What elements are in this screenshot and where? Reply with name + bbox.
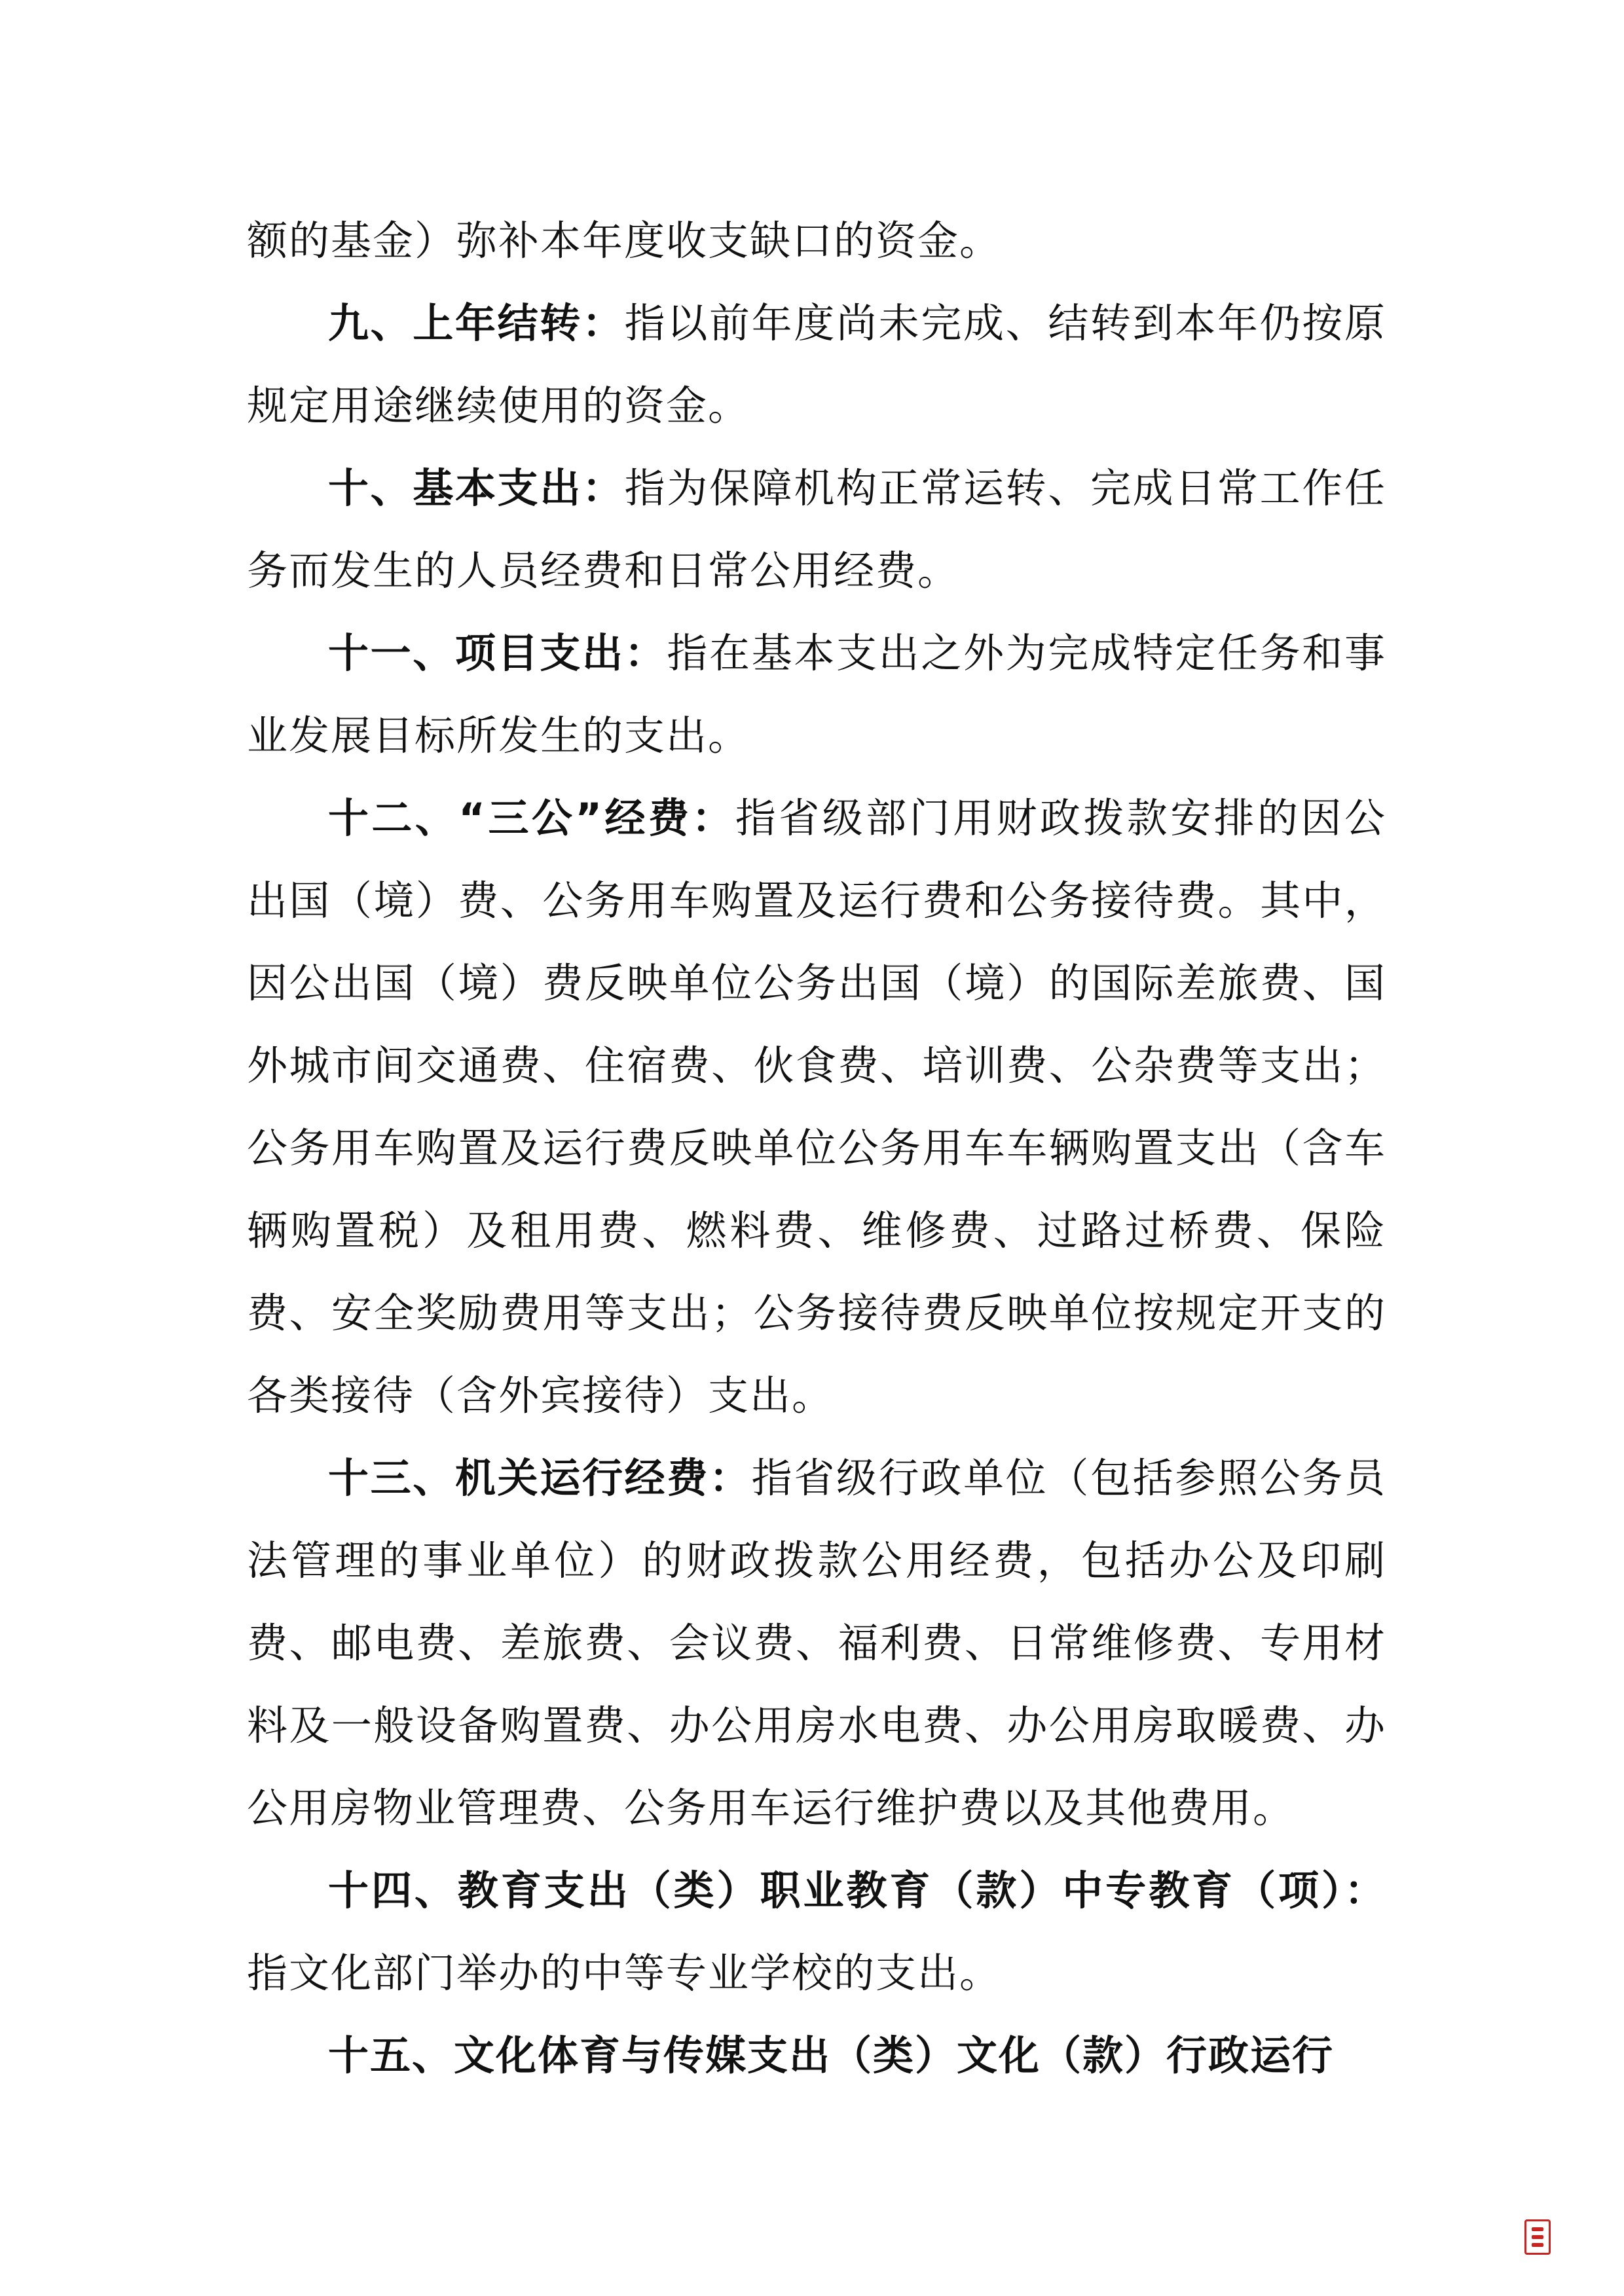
paragraph-heading: 十一、项目支出： [328,629,667,677]
paragraph-text: 指以前年度尚未完成、结转到本年仍按原规定用途继续使用的资金。 [247,299,1386,429]
paragraph-heading: 九、上年结转： [328,299,625,347]
paragraph-continuation [247,200,1386,282]
paragraph-heading: 十四、教育支出（类）职业教育（款）中专教育（项）： [328,1867,1386,1914]
paragraph-heading: 十三、机关运行经费： [328,1454,752,1502]
seal-mark [1532,2243,1543,2247]
paragraph-education-expenditure [247,1850,1386,2014]
paragraph-text: 指文化部门举办的中等专业学校的支出。 [247,1949,1002,1997]
paragraph-three-public-expenses [247,777,1386,1437]
paragraph-agency-operating-costs [247,1437,1386,1850]
document-body [247,200,1386,2097]
paragraph-text: 指为保障机构正常运转、完成日常工作任务而发生的人员经费和日常公用经费。 [247,464,1386,594]
paragraph-heading: 十、基本支出： [328,464,625,512]
paragraph-text: 额的基金）弥补本年度收支缺口的资金。 [247,217,1002,264]
paragraph-text: 指省级行政单位（包括参照公务员法管理的事业单位）的财政拨款公用经费，包括办公及印刷费、邮电费、差旅费、会议费、福利费、日常维修费、专用材料及一般设备购置费、办公用房水电费、办公用房取暖费、办公用房物业管理费、公务用车运行维护费以及其他费用。 [247,1454,1386,1832]
paragraph-project-expenditure [247,612,1386,777]
paragraph-text: 指在基本支出之外为完成特定任务和事业发展目标所发生的支出。 [247,629,1386,759]
paragraph-culture-expenditure [247,2014,1386,2097]
paragraph-basic-expenditure [247,447,1386,612]
seal-mark [1532,2227,1543,2231]
red-seal-icon [1524,2219,1551,2255]
paragraph-text: 指省级部门用财政拨款安排的因公出国（境）费、公务用车购置及运行费和公务接待费。其中，因公出国（境）费反映单位公务出国（境）的国际差旅费、国外城市间交通费、住宿费、伙食费、培训费、公杂费等支出；公务用车购置及运行费反映单位公务用车车辆购置支出（含车辆购置税）及租用费、燃料费、维修费、过路过桥费、保险费、安全奖励费用等支出；公务接待费反映单位按规定开支的各类接待（含外宾接待）支出。 [247,794,1386,1419]
paragraph-heading: 十二、“三公”经费： [328,794,735,842]
paragraph-heading: 十五、文化体育与传媒支出（类）文化（款）行政运行 [328,2032,1335,2079]
paragraph-carryover [247,282,1386,447]
seal-mark [1532,2235,1543,2239]
